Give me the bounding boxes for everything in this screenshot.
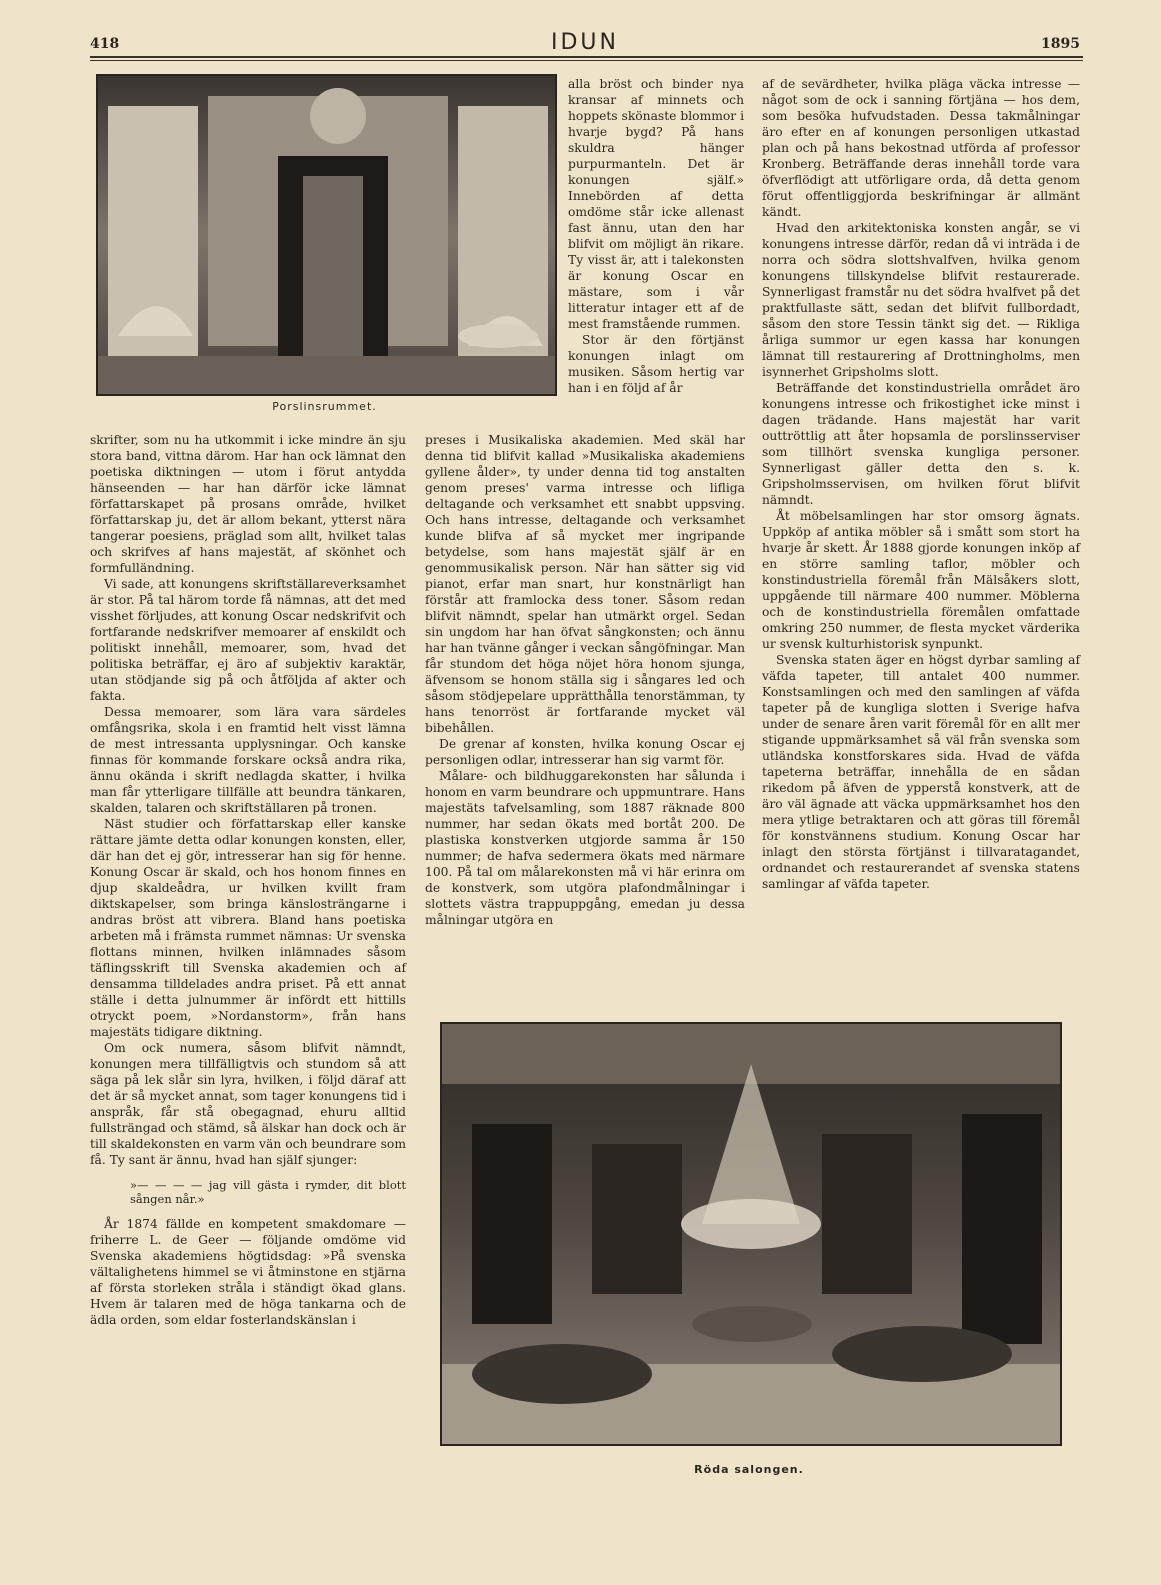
page-header — [90, 30, 1080, 58]
year: 1895 — [1041, 36, 1080, 52]
text-column-left — [90, 432, 406, 1328]
paragraph: År 1874 fällde en kompetent smakdomare — friherre L. de Geer — följande omdöme vid Svenska akademiens högtidsdag: »På svenska vältalighetens himmel se vi åtminstone en stjärna af första storleken stråla i ständigt ökad glans. Hvem är talaren med de höga tankarna och de ädla orden, som eldar fosterlandskänslan i — [90, 1217, 406, 1327]
text-column-middle-lower — [425, 432, 745, 928]
paragraph: Målare- och bildhuggarekonsten har sålunda i honom en varm beundrare och uppmuntrare. Hans majestäts tafvelsamling, som 1887 räknade 800 nummer, har sedan ökats med bortåt 200. De plastiska konstverken utgjorde samma år 150 nummer; de hafva sedermera ökats med närmare 100. På tal om målarekonsten må vi här erinra om de konstverk, som utgöra plafondmålningar i slottets västra trappuppgång, emedan ju dessa målningar utgöra en — [425, 769, 745, 927]
header-rule — [90, 56, 1083, 61]
porcelain-room-photo — [96, 74, 557, 396]
paragraph: af de sevärdheter, hvilka pläga väcka intresse — något som de ock i sanning förtjäna — hos dem, som besöka hufvudstaden. Dessa takmålningar äro efter en af konungen personligen utkastad plan och på hans bekostnad utförda af professor Kronberg. Beträffande deras innehåll torde vara öfverflödigt att utförligare orda, då detta genom förut offentliggjorda beskrifningar är allmänt kändt. — [762, 77, 1080, 219]
text-column-middle-upper — [568, 76, 744, 396]
paragraph: Vi sade, att konungens skriftställareverksamhet är stor. På tal härom torde få nämnas, att det med visshet förljudes, att konung Oscar nedskrifvit och fortfarande nedskrifver memoarer af enskildt och politiskt innehåll, memoarer, som, hvad det politiska beträffar, ej äro af subjektiv karaktär, utan stödjande sig på och åtföljda af akter och fakta. — [90, 577, 406, 703]
red-salon-photo — [440, 1022, 1062, 1446]
paragraph: Beträffande det konstindustriella området äro konungens intresse och frikostighet icke minst i dagen trädande. Hans majestät har varit outtröttlig att åter hopsamla de porslinsserviser som tillhört svenska kungliga personer. Synnerligast gäller detta den s. k. Gripsholmsservisen, om hvilken förut blifvit nämndt. — [762, 381, 1080, 507]
red-salon-caption: Röda salongen. — [694, 1463, 804, 1476]
magazine-title: IDUN — [551, 30, 619, 55]
text-column-right — [762, 76, 1080, 892]
verse-quote: »— — — — jag vill gästa i rymder, dit blott sången når.» — [130, 1178, 406, 1206]
porcelain-room-caption: Porslinsrummet. — [272, 400, 377, 413]
paragraph: Näst studier och författarskap eller kanske rättare jämte detta odlar konungen konsten, eller, där han det ej gör, intresserar han sig för henne. Konung Oscar är skald, och hos honom finnes en djup skaldeådra, ur hvilken kvillt fram diktskapelser, som bringa känslosträngarne i andras bröst att vibrera. Bland hans poetiska arbeten må i främsta rummet nämnas: Ur svenska flottans minnen, hvilken inlämnades såsom täflingsskrift till Svenska akademien och af densamma tilldelades andra priset. På ett annat ställe i detta julnummer är infördt ett hittills otryckt poem, »Nordanstorm», från hans majestäts tidigare diktning. — [90, 817, 406, 1039]
paragraph: preses i Musikaliska akademien. Med skäl har denna tid blifvit kallad »Musikaliska akademiens gyllene ålder», ty under denna tid tog anstalten genom preses' varma intresse och lifliga deltagande och verksamhet ett snabbt uppsving. Och hans intresse, deltagande och verksamhet kunde blifva af så mycket mer ingripande betydelse, som hans majestät själf är en genommusikalisk person. När han sätter sig vid pianot, erfar man snart, hur konstnärligt han förstår att framlocka dess toner. Såsom redan blifvit nämndt, spelar han utmärkt orgel. Sedan sin ungdom har han öfvat sångkonsten; och ännu har han tvänne gånger i veckan sångöfningar. Man får stundom det höga nöjet höra honom sjunga, äfvensom se honom ställa sig i sångares led och såsom stödjepelare upprätthålla tenorstämman, ty hans tenorröst är fortfarande mycket väl bibehållen. — [425, 433, 745, 735]
paragraph: De grenar af konsten, hvilka konung Oscar ej personligen odlar, intresserar han sig varmt för. — [425, 737, 745, 767]
paragraph: Hvad den arkitektoniska konsten angår, se vi konungens intresse därför, redan då vi inträda i de norra och södra slottshvalfven, hvilka genom konungens tillskyndelse blifvit restaurerade. Synnerligast framstår nu det södra hvalfvet på det praktfullaste sätt, sedan det blifvit fullbordadt, såsom den store Tessin tänkt sig det. — Rikliga årliga summor ur egen kassa har konungen lämnat till restaurering af Drottningholms, men isynnerhet Gripsholms slott. — [762, 221, 1080, 379]
paragraph: Dessa memoarer, som lära vara särdeles omfångsrika, skola i en framtid helt visst lämna de mest intressanta upplysningar. Och kanske finnas för kommande forskare också andra rika, ännu okända i skrift nedlagda skatter, i hvilka man får ytterligare tillfälle att beundra tänkaren, skalden, talaren och skriftställaren på tronen. — [90, 705, 406, 815]
paragraph: alla bröst och binder nya kransar af minnets och hoppets skönaste blommor i hvarje bygd? På hans skuldra hänger purpurmanteln. Det är konungen själf.» Innebörden af detta omdöme står icke allenast fast ännu, utan den har blifvit om möjligt än rikare. Ty visst är, att i talekonsten är konung Oscar en mästare, som i vår litteratur intager ett af de mest framstående rummen. — [568, 77, 745, 331]
page-number: 418 — [90, 36, 120, 52]
paragraph: Stor är den förtjänst konungen inlagt om musiken. Såsom hertig var han i en följd af år — [568, 333, 744, 395]
paragraph: Om ock numera, såsom blifvit nämndt, konungen mera tillfälligtvis och stundom så att säga på lek slår sin lyra, hvilken, i följd däraf att det är så mycket annat, som tager konungens tid i anspråk, får stå obegagnad, ehuru alltid fullsträngad och stämd, så älskar han dock och är till skaldekonsten en varm vän och beundrare som få. Ty sant är ännu, hvad han själf sjunger: — [90, 1041, 406, 1167]
paragraph: skrifter, som nu ha utkommit i icke mindre än sju stora band, vittna därom. Har han ock lämnat den poetiska diktningen — utom i förut antydda hänseenden — har han därför icke lämnat författarskapet på prosans område, hvilket författarskap ju, det är allom bekant, ytterst nära tangerar poesiens, präglad som allt, hvilket talas och skrifves af hans majestät, af skönhet och formfulländning. — [90, 433, 406, 575]
paragraph: Svenska staten äger en högst dyrbar samling af väfda tapeter, till antalet 400 nummer. Konstsamlingen och med den samlingen af väfda tapeter på de kungliga slotten i Sverige hafva under de senare åren varit föremål för en allt mer stigande uppmärksamhet så väl från svenska som utländska konstforskares sida. Hvad de väfda tapeterna beträffar, innehålla de en sådan rikedom på äfven de ypperstå konstverk, att de äro väl ägnade att väcka uppmärksamhet hos den mera ytlige betraktaren och att göras till föremål för konstvännens studium. Konung Oscar har inlagt den största förtjänst i tillvaratagandet, ordnandet och restaurerandet af svenska statens samlingar af väfda tapeter. — [762, 653, 1080, 891]
paragraph: Åt möbelsamlingen har stor omsorg ägnats. Uppköp af antika möbler så i smått som stort ha hvarje år skett. År 1888 gjorde konungen inköp af en större samling taflor, möbler och konstindustriella föremål från Mälsåkers slott, uppgående till närmare 400 nummer. Möblerna och de konstindustriella föremålen omfattade omkring 250 nummer, de flesta mycket värderika ur svensk kulturhistorisk synpunkt. — [762, 509, 1080, 651]
